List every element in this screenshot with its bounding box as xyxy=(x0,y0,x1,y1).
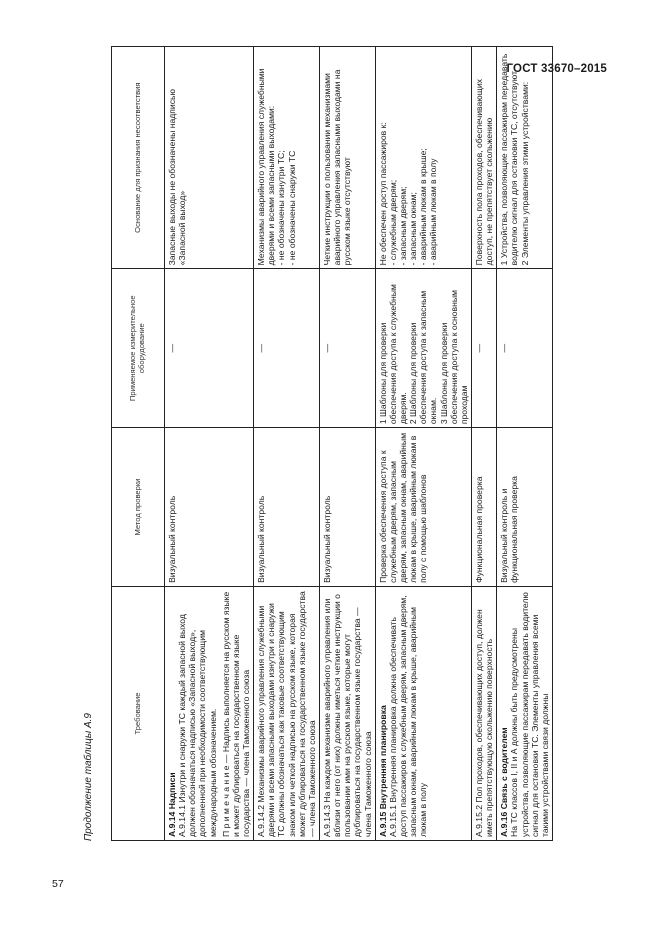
section-heading: А.9.15 Внутренняя планировка xyxy=(377,705,388,837)
basis-list xyxy=(388,50,439,265)
basis-cell xyxy=(254,47,320,269)
method-cell: Визуальный контроль xyxy=(319,428,375,587)
table-row xyxy=(319,47,375,841)
method-cell: Проверка обеспечения доступа к служебным дверям, запасным дверям, запасным окнам, аварийным люкам в крыше, аварийным люкам в полу с помощью шаблонов xyxy=(375,428,471,587)
requirement-cell xyxy=(497,586,553,840)
basis-list-item: - запасным окнам; xyxy=(408,192,419,266)
page-number: 57 xyxy=(52,878,64,890)
equipment-cell: — xyxy=(165,269,254,428)
basis-list-item: - аварийным люкам в полу xyxy=(428,158,439,266)
requirement-cell: А.9.15.2 Пол проходов, обеспечивающих доступ, должен иметь препятствующую скольжению поверхность xyxy=(471,586,496,840)
equipment-cell: — xyxy=(497,269,553,428)
basis-cell: Четкие инструкции о пользовании механизмами аварийного управления запасными выходами на русском языке отсутствуют xyxy=(319,47,375,269)
conformity-table xyxy=(111,46,553,841)
equipment-cell: — xyxy=(471,269,496,428)
table-caption: Продолжение таблицы А.9 xyxy=(83,713,94,841)
requirement-text: А.9.14.1 Изнутри и снаружи ТС каждый запасной выход должен обозначаться надписью «Запасной выход», дополненной при необходимости соответствующим международным обозначением. xyxy=(177,614,218,837)
basis-list-item: - не обозначены снаружи ТС xyxy=(286,150,297,266)
table-row xyxy=(497,47,553,841)
table-row xyxy=(165,47,254,841)
table-row xyxy=(471,47,496,841)
basis-list-item: - не обозначены изнутри ТС; xyxy=(276,150,287,266)
col-header-requirement: Требование xyxy=(112,586,165,840)
method-cell: Функциональная проверка xyxy=(471,428,496,587)
equipment-cell: — xyxy=(254,269,320,428)
col-header-method: Метод проверки xyxy=(112,428,165,587)
basis-list-item: - служебным дверям; xyxy=(387,179,398,266)
section-heading: А.9.14 Надписи xyxy=(167,772,177,837)
rotated-page-content xyxy=(71,35,624,854)
equipment-cell: 1 Шаблоны для проверки обеспечения доступа к служебным дверям. 2 Шаблоны для проверки обеспечения доступа к запасным окнам. 3 Шаблоны для проверки обеспечения доступа к основным проходам xyxy=(375,269,471,428)
requirement-note: П р и м е ч а н и е — Надпись выполняется на русском языке и может дублироваться на государственном языке государства — члена Таможенного союза xyxy=(220,591,251,837)
table-row xyxy=(254,47,320,841)
col-header-equipment: Применяемое измерительное оборудование xyxy=(112,269,165,428)
equipment-cell: — xyxy=(319,269,375,428)
section-heading: А.9.16 Связь с водителем xyxy=(499,727,510,837)
method-cell: Визуальный контроль xyxy=(254,428,320,587)
basis-cell: Запасные выходы не обозначены надписью «Запасной выход» xyxy=(165,47,254,269)
basis-cell xyxy=(375,47,471,269)
basis-intro: Не обеспечен доступ пассажиров к: xyxy=(377,122,388,266)
basis-list xyxy=(276,50,296,265)
requirement-cell: А.9.14.3 На каждом механизме аварийного управления или вблизи от него (от них) должны иметься четкие инструкции о пользовании ими на русском языке, которые могут дублироваться на государственном языке государства — члена Таможенного союза xyxy=(319,586,375,840)
requirement-cell: А.9.14.2 Механизмы аварийного управления служебными дверями и всеми запасными выходами изнутри и снаружи ТС должны обозначаться как таковые соответствующим знаком или четкой надписью на русском языке, которая может дублироваться на государственном языке государства — члена Таможенного союза xyxy=(254,586,320,840)
requirement-text: А.9.15.1 Внутренняя планировка должна обеспечивать доступ пассажиров к служебным дверям, запасным дверям, запасным окнам, аварийным люкам в крыше, аварийным люкам в полу xyxy=(387,595,429,837)
requirement-text: На ТС классов I, II и А должны быть предусмотрены устройства, позволяющие пассажирам передавать водителю сигнал для остановки ТС. Элементы управления всеми такими устройствами связи должны xyxy=(509,592,550,837)
basis-intro: Механизмы аварийного управления служебными дверями и всеми запасными выходами: xyxy=(256,68,277,266)
col-header-basis: Основание для признания несоответствия xyxy=(112,47,165,269)
standard-header: ГОСТ 33670–2015 xyxy=(506,63,607,75)
basis-cell: Поверхность пола проходов, обеспечивающих доступ, не препятствует скольжению xyxy=(471,47,496,269)
requirement-cell xyxy=(375,586,471,840)
requirement-cell xyxy=(165,586,254,840)
table-row xyxy=(375,47,471,841)
basis-list-item: - запасным дверям; xyxy=(397,186,408,266)
table-header-row xyxy=(112,47,165,841)
basis-cell: 1 Устройства, позволяющие пассажирам передавать водителю сигнал для остановки ТС, отсутствуют. 2 Элементы управления этими устройствами: xyxy=(497,47,553,269)
method-cell: Визуальный контроль xyxy=(165,428,254,587)
method-cell: Визуальный контроль и функциональная проверка xyxy=(497,428,553,587)
basis-list-item: - аварийным люкам в крыше; xyxy=(418,148,429,266)
